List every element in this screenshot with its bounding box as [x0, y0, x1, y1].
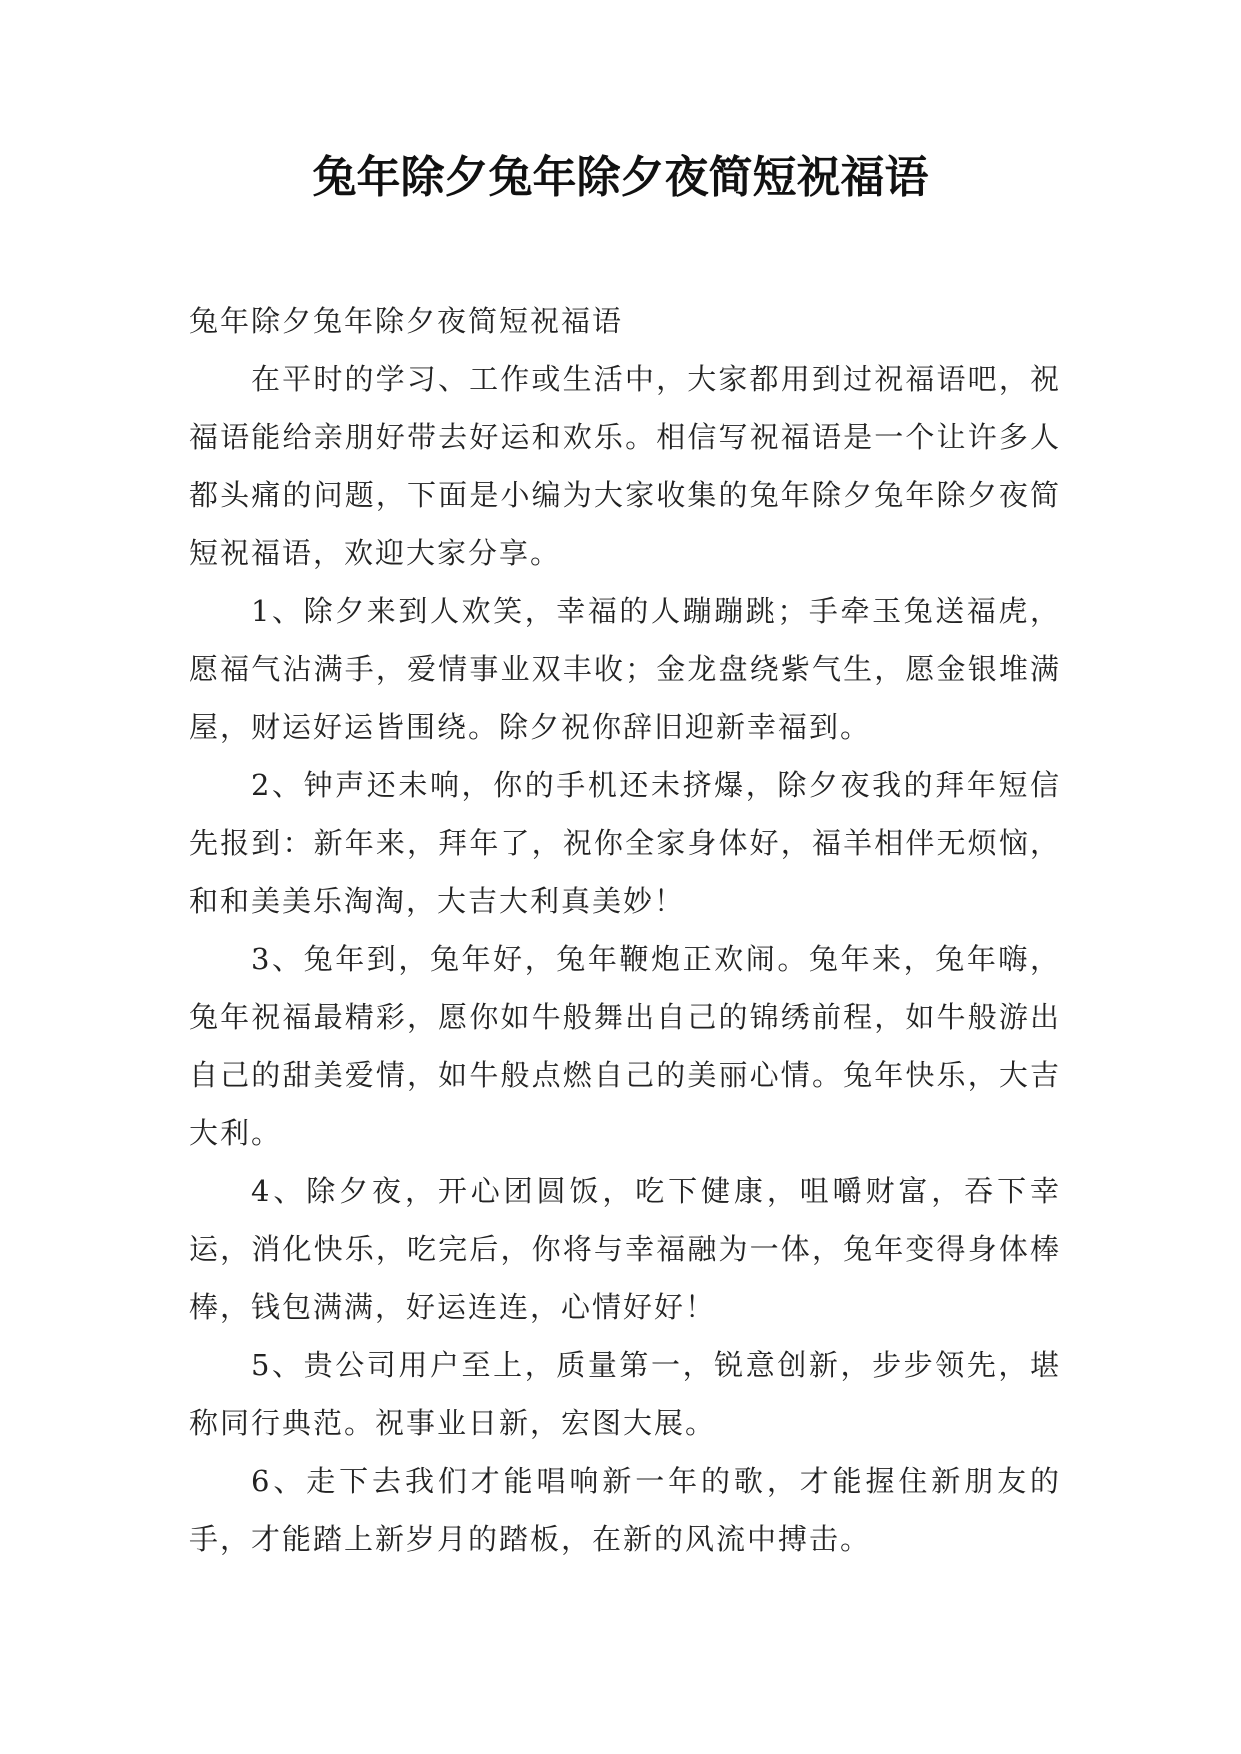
greeting-paragraph-3: 3、兔年到，兔年好，兔年鞭炮正欢闹。兔年来，兔年嗨，兔年祝福最精彩，愿你如牛般舞出自己的锦绣前程，如牛般游出自己的甜美爱情，如牛般点燃自己的美丽心情。兔年快乐，大吉大利。 — [189, 942, 1061, 1150]
greeting-paragraph-4: 4、除夕夜，开心团圆饭，吃下健康，咀嚼财富，吞下幸运，消化快乐，吃完后，你将与幸福融为一体，兔年变得身体棒棒，钱包满满，好运连连，心情好好！ — [189, 1174, 1061, 1324]
greeting-paragraph-1: 1、除夕来到人欢笑，幸福的人蹦蹦跳；手牵玉兔送福虎，愿福气沾满手，爱情事业双丰收；金龙盘绕紫气生，愿金银堆满屋，财运好运皆围绕。除夕祝你辞旧迎新幸福到。 — [189, 594, 1061, 744]
document-title: 兔年除夕兔年除夕夜简短祝福语 — [312, 152, 929, 203]
greeting-paragraph-5: 5、贵公司用户至上，质量第一，锐意创新，步步领先，堪称同行典范。祝事业日新，宏图大展。 — [189, 1348, 1061, 1440]
document-body — [189, 292, 1061, 1568]
document-subtitle: 兔年除夕兔年除夕夜简短祝福语 — [189, 304, 624, 338]
greeting-paragraph-2: 2、钟声还未响，你的手机还未挤爆，除夕夜我的拜年短信先报到：新年来，拜年了，祝你全家身体好，福羊相伴无烦恼，和和美美乐淘淘，大吉大利真美妙！ — [189, 768, 1061, 918]
intro-paragraph: 在平时的学习、工作或生活中，大家都用到过祝福语吧，祝福语能给亲朋好带去好运和欢乐。相信写祝福语是一个让许多人都头痛的问题，下面是小编为大家收集的兔年除夕兔年除夕夜简短祝福语，欢迎大家分享。 — [189, 362, 1061, 570]
greeting-paragraph-6: 6、走下去我们才能唱响新一年的歌，才能握住新朋友的手，才能踏上新岁月的踏板，在新的风流中搏击。 — [189, 1464, 1061, 1556]
